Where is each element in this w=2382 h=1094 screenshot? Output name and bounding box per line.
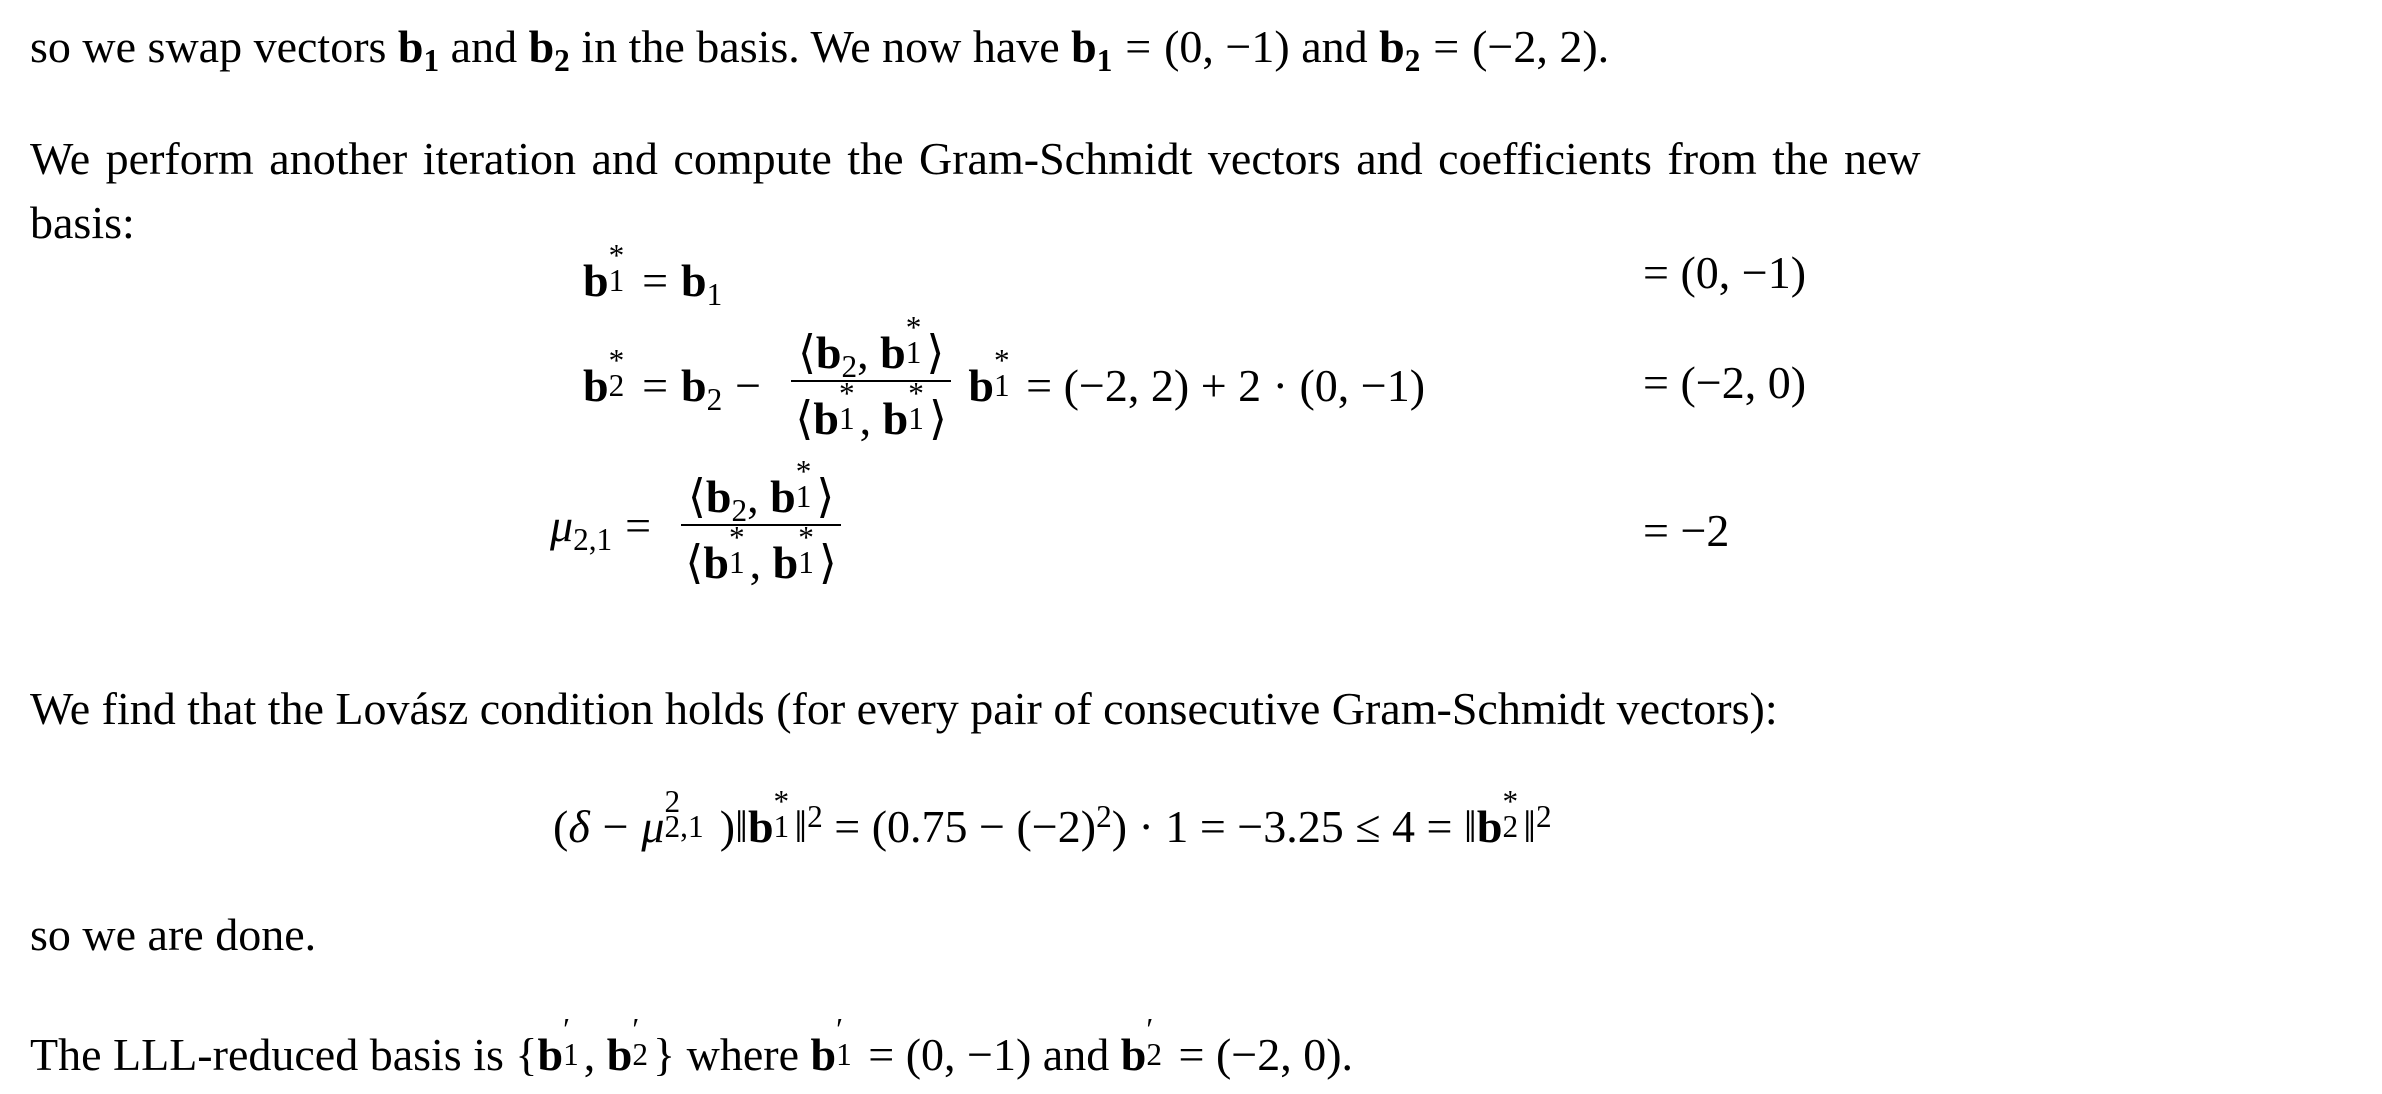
gram-schmidt-fraction: $⟨b_2$, b * 1 ⟩ ⟨b * 1 , b * 1 ⟩: [791, 322, 950, 442]
paragraph-lovasz: We find that the Lovász condition holds (for every pair of consecutive Gram-Schmidt vectors):: [30, 683, 1778, 734]
reduced-v2: = (−2, 0).: [1167, 1029, 1354, 1080]
mu-fraction: $⟨b_2$, b * 1 ⟩ ⟨b * 1 , b * 1 ⟩: [681, 466, 840, 586]
paragraph-iteration-line-a: We perform another iteration and compute the Gram-Schmidt vectors and coefficients from the new: [30, 133, 1921, 184]
paragraph-reduced-basis: The LLL-reduced basis is {b ′ 1 , b ′ 2 } where b ′ 1 = (0, −1) and b ′ 2 = (−2, 0).: [30, 1012, 1354, 1080]
reduced-text-2: } where: [653, 1029, 811, 1080]
eq-row2-result: = (−2, 0): [1643, 357, 1807, 408]
b2-value: (−2, 2).: [1472, 21, 1610, 72]
eq-row1-lhs: b * 1 = $b_1$: [583, 238, 723, 312]
paragraph-done: so we are done.: [30, 909, 317, 960]
lovasz-middle: = (0.75 − (−2): [834, 801, 1097, 852]
swap-text-1: so we swap vectors: [30, 21, 398, 72]
eq-row3-result: = −2: [1643, 505, 1730, 556]
equals-sign: =: [1433, 21, 1460, 72]
lovasz-inequality: (δ − μ 2 2,1 )‖b * 1 ‖$^2$ = $(0.75 - (-2)^2) \cdot 1 = -3.25 \le 4$ = ‖b * 2 ‖$^2$: [553, 784, 1552, 852]
swap-text-2: and: [439, 21, 529, 72]
vector-b2-def: $b_2$: [1379, 21, 1421, 78]
reduced-v1: = (0, −1) and: [856, 1029, 1121, 1080]
eq-row3-lhs: $\mu_{2,1}$ = $⟨b_2$, b * 1 ⟩ ⟨b * 1 , b * 1 ⟩: [550, 466, 847, 586]
reduced-text-1: The LLL-reduced basis is {: [30, 1029, 538, 1080]
swap-text-4: and: [1289, 21, 1380, 72]
vector-b1-def: $b_1$: [1071, 21, 1113, 78]
eq-row1-result: = (0, −1): [1643, 247, 1807, 298]
paragraph-iteration-line-b: basis:: [30, 197, 135, 248]
vector-b1: $b_1$: [397, 21, 440, 78]
b1-value: (0, −1): [1164, 21, 1290, 72]
swap-text-3: in the basis. We now have: [569, 21, 1072, 72]
equals-sign: =: [1125, 21, 1152, 72]
vector-b2: $b_2$: [528, 21, 570, 78]
lovasz-tail: ) · 1 = −3.25 ≤ 4 = ‖: [1111, 801, 1477, 852]
eq-row2-expansion: = (−2, 2) + 2 · (0, −1): [1026, 360, 1426, 411]
eq-row2-lhs: b * 2 = $b_2$ − $⟨b_2$, b * 1 ⟩ ⟨b * 1 , b * 1 ⟩ b * 1 = (−2, 2) + 2 · (0, −1): [583, 310, 1426, 444]
paragraph-line-swap: [30, 21, 1610, 78]
